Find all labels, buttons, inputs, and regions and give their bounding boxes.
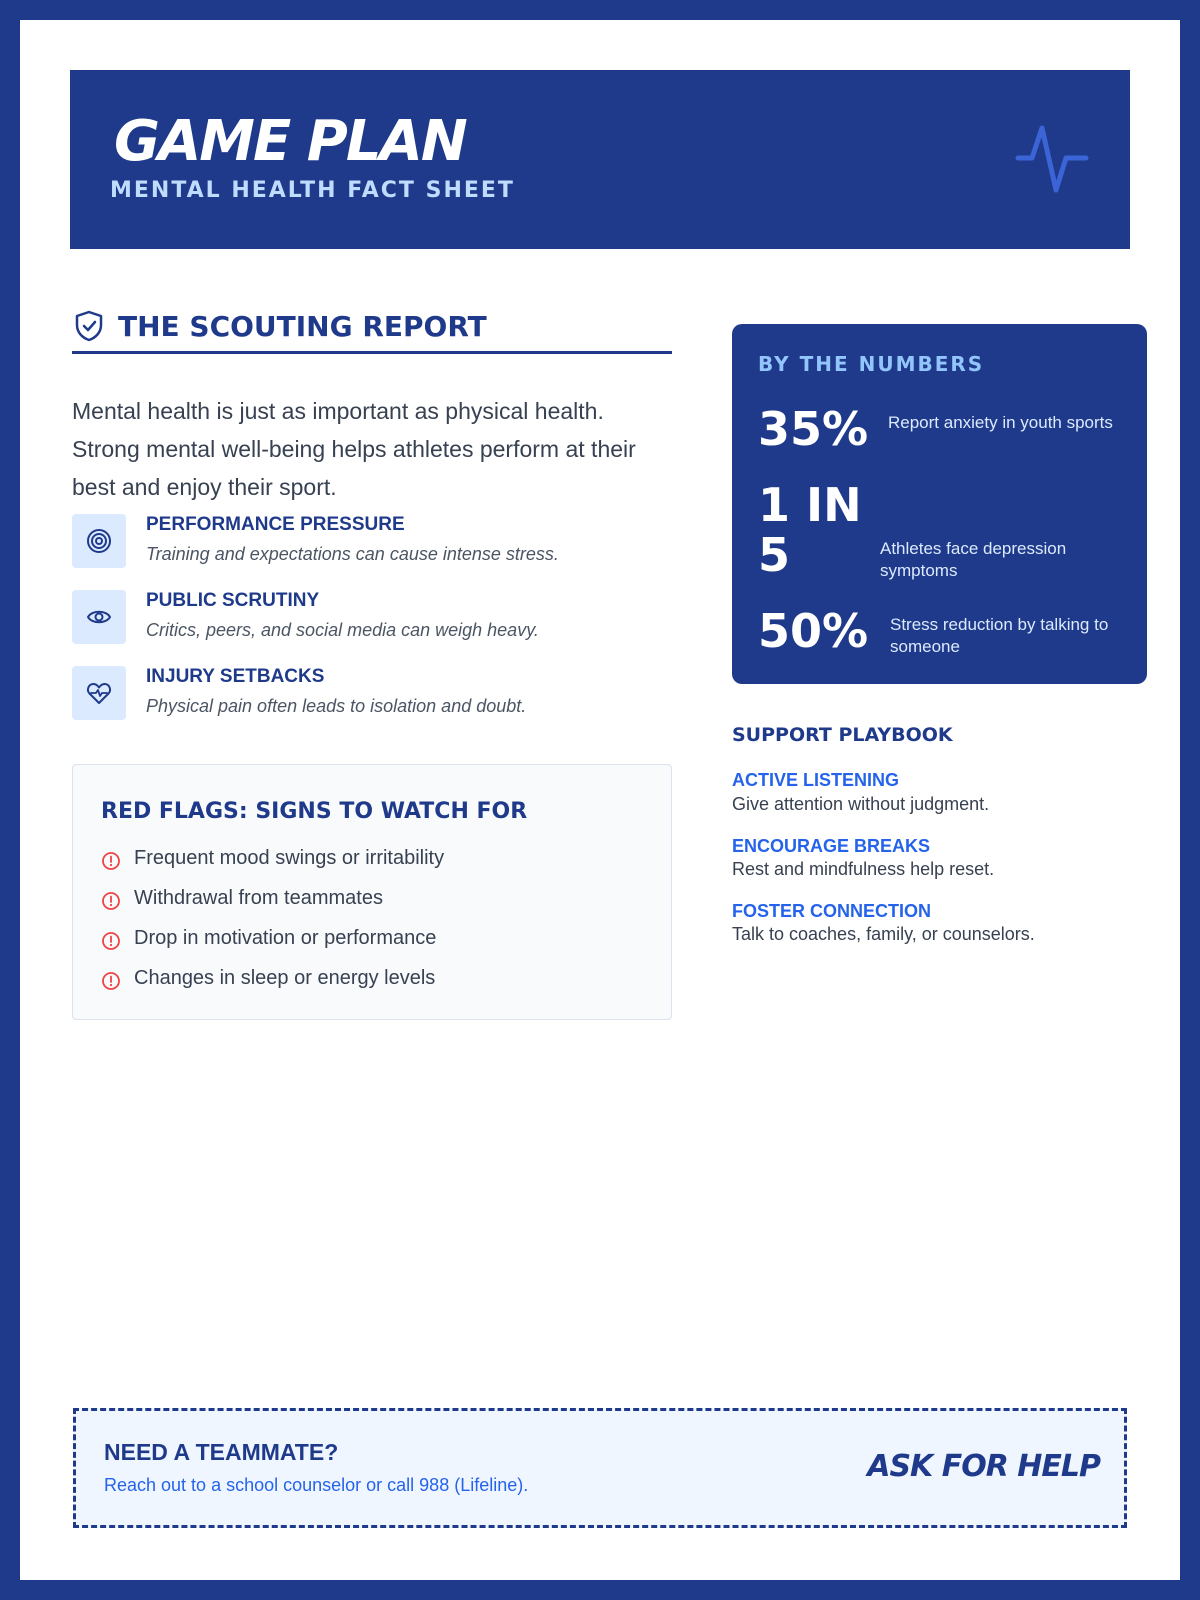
playbook-item-title: FOSTER CONNECTION (732, 901, 932, 921)
scouting-heading (72, 308, 672, 354)
scouting-title: THE SCOUTING REPORT (118, 310, 487, 343)
stat-value: 1 IN 5 (758, 478, 862, 582)
item-title: INJURY SETBACKS (146, 666, 325, 687)
list-item (72, 666, 672, 726)
stat-value: 50% (758, 604, 869, 658)
list-item (101, 927, 661, 953)
stat-label: Report anxiety in youth sports (888, 413, 1113, 432)
page-subtitle: MENTAL HEALTH FACT SHEET (110, 178, 515, 203)
playbook-item-title: ENCOURAGE BREAKS (732, 836, 931, 856)
red-flag-text: Drop in motivation or performance (134, 927, 437, 949)
help-callout (73, 1408, 1127, 1528)
playbook-item-description: Rest and mindfulness help reset. (732, 859, 995, 879)
item-description: Physical pain often leads to isolation and doubt. (146, 696, 527, 716)
stat-label: Athletes face depression symptoms (880, 539, 1067, 580)
item-title: PUBLIC SCRUTINY (146, 590, 320, 611)
alert-circle-icon (101, 971, 121, 991)
help-title: NEED A TEAMMATE? (104, 1439, 339, 1465)
playbook-title: SUPPORT PLAYBOOK (732, 724, 953, 746)
alert-circle-icon (101, 931, 121, 951)
eye-icon (86, 604, 112, 630)
alert-circle-icon (101, 851, 121, 871)
shield-check-icon (74, 310, 104, 342)
page-title: GAME PLAN (114, 109, 466, 174)
heart-pulse-icon (86, 680, 112, 706)
list-item (72, 590, 672, 650)
stat-label: Stress reduction by talking to someone (890, 615, 1109, 656)
numbers-title: BY THE NUMBERS (758, 352, 985, 376)
playbook-item-description: Talk to coaches, family, or counselors. (732, 924, 1035, 944)
list-item (101, 967, 661, 993)
alert-circle-icon (101, 891, 121, 911)
red-flag-text: Frequent mood swings or irritability (134, 847, 445, 869)
playbook-item-description: Give attention without judgment. (732, 794, 990, 814)
list-item (72, 514, 672, 574)
red-flags-title: RED FLAGS: SIGNS TO WATCH FOR (101, 799, 528, 824)
item-title: PERFORMANCE PRESSURE (146, 514, 405, 535)
pulse-icon (1014, 120, 1090, 196)
stat-value: 35% (758, 402, 869, 456)
item-description: Critics, peers, and social media can weigh heavy. (146, 620, 539, 640)
ask-for-help-cta: ASK FOR HELP (867, 1449, 1100, 1484)
red-flag-text: Withdrawal from teammates (134, 887, 383, 909)
playbook-item-title: ACTIVE LISTENING (732, 770, 900, 790)
intro-paragraph: Mental health is just as important as physical health. Strong mental well-being helps athletes perform at their best and enjoy their sport. (72, 398, 636, 500)
item-description: Training and expectations can cause intense stress. (146, 544, 559, 564)
list-item (101, 887, 661, 913)
target-icon (86, 528, 112, 554)
list-item (101, 847, 661, 873)
by-the-numbers-card (732, 324, 1147, 684)
help-subtitle: Reach out to a school counselor or call 988 (Lifeline). (104, 1475, 529, 1495)
red-flag-text: Changes in sleep or energy levels (134, 967, 436, 989)
header-banner (70, 70, 1130, 249)
red-flags-card (72, 764, 672, 1020)
fact-sheet (20, 20, 1180, 1580)
